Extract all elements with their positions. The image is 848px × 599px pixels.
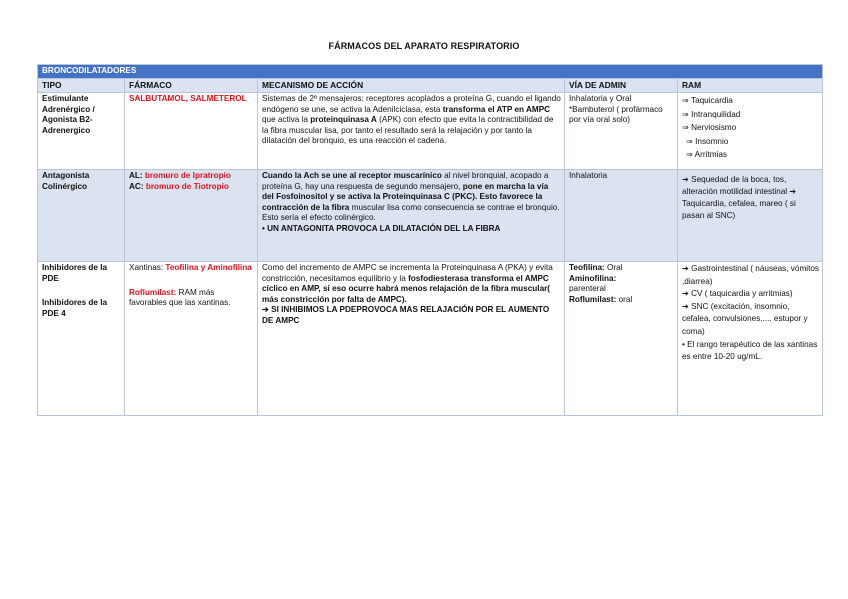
- tipo-pde: Inhibidores de la PDE: [42, 263, 108, 283]
- via-label: Teofilina:: [569, 263, 605, 272]
- drug-table: [37, 64, 823, 416]
- ram-item: • El rango terapéutico de las xantinas es entre 10-20 ug/mL.: [682, 339, 818, 362]
- cell-farmaco: [125, 170, 258, 262]
- header-via: VÍA DE ADMIN: [565, 79, 678, 93]
- cell-tipo: Estimulante Adrenérgico / Agonista B2-Adrenergico: [38, 93, 125, 170]
- cell-farmaco: [125, 262, 258, 416]
- mech-arrow: ➔ SI INHIBIMOS LA PDEPROVOCA MAS RELAJACIÓN POR EL AUMENTO DE AMPC: [262, 305, 550, 325]
- ram-item: ➔ CV ( taquicardia y arritmias): [682, 289, 793, 299]
- cell-ram: ➔ Sequedad de la boca, tos, alteración motilidad intestinal ➔ Taquicardia, cefalea, mareo ( si pasan al SNC): [678, 170, 823, 262]
- cell-mecanismo: [258, 93, 565, 170]
- header-ram: RAM: [678, 79, 823, 93]
- mech-bold: Cuando la Ach se une al receptor muscarínico: [262, 171, 442, 180]
- mech-text: Como del incremento de AMPC se incrementa la Proteinquinasa A (PKA) y evita constricción, necesitamos equilibrio y la: [262, 263, 553, 283]
- cell-ram: [678, 93, 823, 170]
- via-value: Oral: [604, 263, 623, 272]
- mech-text: (APK) con efecto que evita la contractibilidad de la fibra muscular lisa, por tanto el resultado será la relajación y por tanto la dilatación del bronquio, es una reacción el cadena.: [262, 115, 554, 146]
- ram-item: ⇒ Insomnio: [686, 136, 729, 146]
- via-value: parenteral: [569, 284, 606, 294]
- table-row-colinergico: [38, 170, 823, 262]
- header-farmaco: FÁRMACO: [125, 79, 258, 93]
- cell-mecanismo: [258, 170, 565, 262]
- farmaco-drug: bromuro de Tiotropio: [145, 181, 229, 191]
- mech-bullet: • UN ANTAGONITA PROVOCA LA DILATACIÓN DEL LA FIBRA: [262, 223, 501, 233]
- cell-via: Inhalatoria: [565, 170, 678, 262]
- farmaco-drug: Teofilina y Aminofilina: [165, 263, 252, 272]
- ram-item: ⇒ Arritmias: [686, 150, 727, 160]
- farmaco-label: AC:: [129, 181, 146, 191]
- cell-via: Inhalatoria y Oral *Bambuterol ( profármaco por vía oral solo): [565, 93, 678, 170]
- cell-mecanismo: [258, 262, 565, 416]
- cell-farmaco: SALBUTAMOL, SALMETEROL: [125, 93, 258, 170]
- table-row-pde: [38, 262, 823, 416]
- table-header-row: [38, 79, 823, 93]
- mech-text: que activa la: [262, 115, 311, 125]
- cell-ram: [678, 262, 823, 416]
- table-banner-row: [38, 65, 823, 79]
- farmaco-note: RAM más favorables que las xantinas.: [129, 287, 231, 308]
- farmaco-label: Xantinas:: [129, 263, 166, 272]
- mech-bold: transforma el ATP en AMPC: [442, 104, 551, 114]
- mech-bold: pone en marcha la vía del Fosfoinositol y se activa la Proteinquinasa C (PKC). Esto favorece la contracción de la fibra: [262, 181, 549, 212]
- mech-text: Sistemas de 2º mensajeros: receptores acoplados a proteína G, cuando el ligando endógeno se une, se activa la Adenilciclasa, esta: [262, 94, 561, 114]
- mech-text: al nivel bronquial, acopado a proteína G, hay una respuesta de segundo mensajero,: [262, 171, 549, 191]
- ram-item: ⇒ Nerviosismo: [682, 123, 737, 133]
- ram-item: ➔ Gastrointestinal ( náuseas, vómitos ,diarrea): [682, 264, 820, 286]
- via-label: Aminofilina:: [569, 273, 617, 283]
- header-mecanismo: MECANISMO DE ACCIÓN: [258, 79, 565, 93]
- cell-tipo: Antagonista Colinérgico: [38, 170, 125, 262]
- mech-text: muscular lisa como consecuencia se contrae el bronquio. Esto sería el efecto colinérgico.: [262, 202, 560, 223]
- mech-bold: proteinquinasa A: [310, 115, 377, 125]
- ram-item: ⇒ Intranquilidad: [682, 109, 741, 119]
- table-banner: BRONCODILATADORES: [38, 65, 823, 79]
- ram-item: ⇒ Taquicardia: [682, 96, 733, 105]
- mech-bold: fosfodiesterasa transforma el AMPC cíclico en AMP, si eso ocurre habrá menos relajación de la fibra muscular( más constricción por falta de AMPC).: [262, 273, 551, 304]
- farmaco-drug: Roflumilast:: [129, 287, 177, 297]
- via-value: oral: [616, 294, 633, 304]
- tipo-pde4: Inhibidores de la PDE 4: [42, 298, 108, 318]
- farmaco-drug: bromuro de Ipratropio: [144, 171, 231, 180]
- farmaco-label: AL:: [129, 171, 145, 180]
- table-row-adrenergico: [38, 93, 823, 170]
- cell-via: [565, 262, 678, 416]
- ram-item: ➔ SNC (excitación, insomnio, cefalea, convulsiones..... estupor y coma): [682, 301, 808, 336]
- document-title: FÁRMACOS DEL APARATO RESPIRATORIO: [328, 41, 520, 51]
- header-tipo: TIPO: [38, 79, 125, 93]
- cell-tipo: [38, 262, 125, 416]
- via-label: Roflumilast:: [569, 294, 617, 304]
